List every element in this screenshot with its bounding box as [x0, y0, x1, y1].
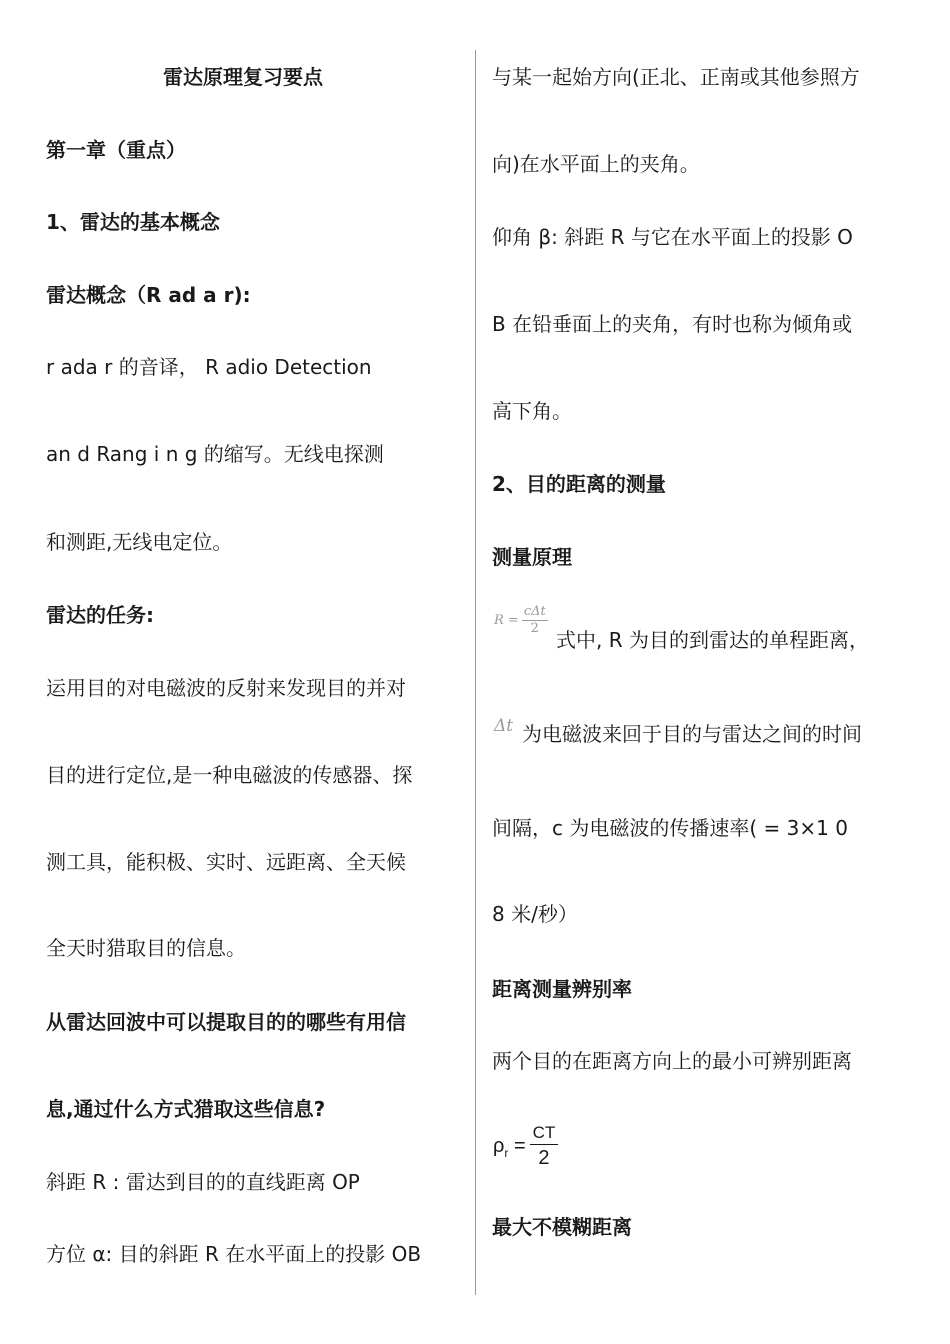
body-line: 两个目的在距离方向上的最小可辨别距离: [492, 1049, 852, 1073]
body-line: 全天时猎取目的信息。: [46, 936, 246, 960]
resolution-equation: [493, 1122, 558, 1171]
subheading: 距离测量辨别率: [492, 977, 632, 1001]
body-line: 测工具，能积极、实时、远距离、全天候: [46, 850, 406, 874]
range-equation-denominator: 2: [530, 621, 539, 636]
body-line: 斜距 R : 雷达到目的的直线距离 OP: [46, 1170, 360, 1194]
body-line: 式中, R 为目的到雷达的单程距离，: [556, 628, 869, 652]
body-line: 运用目的对电磁波的反射来发现目的并对: [46, 676, 406, 700]
body-line: 间隔，c 为电磁波的传播速率( = 3×1 0: [492, 816, 848, 840]
body-line: 方位 α: 目的斜距 R 在水平面上的投影 OB: [46, 1242, 422, 1266]
body-line: 为电磁波来回于目的与雷达之间的时间: [522, 722, 862, 746]
range-equation-numerator: cΔt: [523, 604, 546, 619]
subheading: 最大不模糊距离: [492, 1215, 632, 1239]
section-heading: 1、雷达的基本概念: [46, 210, 220, 234]
rho-subscript: r: [504, 1145, 509, 1160]
body-line: 目的进行定位,是一种电磁波的传感器、探: [46, 763, 413, 787]
body-line: B 在铅垂面上的夹角，有时也称为倾角或: [492, 312, 853, 336]
range-equation: [494, 604, 548, 637]
body-line: 高下角。: [492, 399, 572, 423]
subheading: 测量原理: [492, 545, 572, 569]
range-equation-fraction: [522, 604, 548, 637]
range-equation-lhs: R =: [494, 613, 519, 628]
body-line: 仰角 β: 斜距 R 与它在水平面上的投影 O: [492, 225, 853, 249]
delta-t-symbol: Δt: [494, 716, 514, 736]
body-line: 向)在水平面上的夹角。: [492, 152, 700, 176]
body-line: an d Rang i n g 的缩写。无线电探测: [46, 442, 384, 466]
question-heading: 从雷达回波中可以提取目的的哪些有用信: [46, 1010, 406, 1034]
resolution-fraction: [530, 1122, 559, 1171]
body-line: 8 米/秒）: [492, 902, 578, 926]
chapter-heading: 第一章（重点）: [46, 138, 186, 162]
question-heading: 息,通过什么方式猎取这些信息?: [46, 1097, 326, 1121]
section-heading: 2、目的距离的测量: [492, 472, 666, 496]
resolution-denominator: 2: [538, 1147, 550, 1169]
resolution-numerator: CT: [530, 1122, 559, 1145]
rho-symbol: ρ: [493, 1134, 505, 1157]
subheading: 雷达概念（R ad a r):: [46, 283, 251, 307]
column-divider: [475, 50, 476, 1295]
body-line: 和测距,无线电定位。: [46, 530, 233, 554]
body-line: r ada r 的音译， R adio Detection: [46, 355, 372, 379]
page-title: 雷达原理复习要点: [163, 65, 323, 89]
subheading: 雷达的任务:: [46, 603, 154, 627]
body-line: 与某一起始方向(正北、正南或其他参照方: [492, 65, 860, 89]
equals-sign: =: [508, 1134, 526, 1157]
